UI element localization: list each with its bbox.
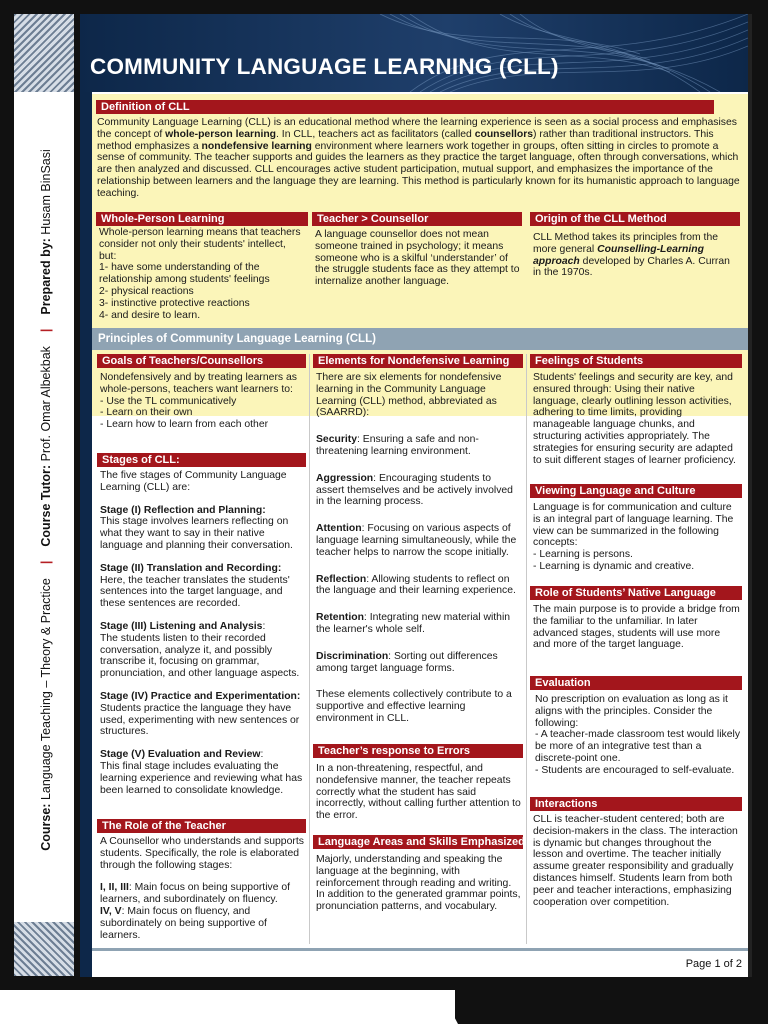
goals-heading: Goals of Teachers/Counsellors (97, 354, 306, 368)
element-term: Attention (316, 523, 362, 535)
whole-person-heading: Whole-Person Learning (96, 212, 308, 226)
separator: | (39, 328, 53, 333)
element-text: : Encouraging students to assert themselves and be actively involved in the learning process. (316, 472, 513, 508)
stage-title: Stage (IV) Practice and Experimentation: (100, 690, 301, 702)
element-term: Retention (316, 612, 364, 624)
column-divider (309, 354, 310, 944)
native-language-heading: Role of Students’ Native Language (530, 586, 742, 600)
stage-title: Stage (V) Evaluation and Review (100, 749, 261, 761)
element-term: Security (316, 434, 358, 446)
definition-text-part: Community Language Learning (CLL) is an educational method where the learning experience is seen as a social process and emphasises the concept of (97, 117, 737, 140)
course-label: Course: (39, 803, 53, 851)
whole-person-line: 1- have some understanding of the relationship among students' feelings (99, 262, 270, 286)
viewing-item: - Learning is persons. (533, 549, 633, 561)
element-term: Reflection (316, 573, 367, 585)
definition-heading: Definition of CLL (96, 100, 714, 114)
element-text: : Allowing students to reflect on the language and their learning experience. (316, 573, 516, 597)
definition-text-part: . In CLL, teachers act as facilitators (called (276, 128, 475, 140)
role-teacher-intro: A Counsellor who understands and supports students. Specifically, the role is elaborated through the following stages: (100, 836, 304, 871)
evaluation-item: - Students are encouraged to self-evaluate. (535, 764, 735, 776)
evaluation-intro: No prescription on evaluation as long as it aligns with the principles. Consider the following: (535, 694, 728, 729)
role-stage-label: IV, V (100, 905, 122, 917)
viewing-item: - Learning is dynamic and creative. (533, 560, 695, 572)
definition-bold-term: nondefensive learning (201, 140, 312, 152)
right-edge (748, 14, 752, 977)
stages-heading: Stages of CLL: (97, 453, 306, 467)
elements-outro: These elements collectively contribute to a supportive and effective learning environment in CLL. (316, 689, 512, 724)
stages-intro: The five stages of Community Language Learning (CLL) are: (100, 470, 287, 493)
feelings-heading: Feelings of Students (530, 354, 742, 368)
bottom-band (455, 990, 768, 1024)
definition-text (97, 117, 743, 200)
whole-person-line: 3- instinctive protective reactions (99, 297, 250, 309)
whole-person-line: Whole-person learning means that teachers consider not only their students' intellect, but: (99, 227, 301, 262)
column-divider (526, 354, 527, 944)
origin-text (533, 232, 740, 279)
errors-heading: Teacher’s response to Errors (313, 744, 523, 758)
stage-text: This stage involves learners reflecting on what they want to say in their native language and planning their conversation. (100, 516, 293, 551)
stage-text: Here, the teacher translates the students' sentences into the target language, and these sentences are recorded. (100, 574, 290, 610)
language-areas-text: Majorly, understanding and speaking the language at the beginning, with reinforcement through reading and writing. In addition to the generated grammar points, pronunciation patterns, and vocabulary. (316, 854, 521, 913)
element-text: : Sorting out differences among target language forms. (316, 650, 498, 674)
stage-text: The students listen to their recorded conversation, analyze it, and possibly transcribe it, focusing on grammar, pronunciation, and other language aspects. (100, 632, 300, 680)
viewing-heading: Viewing Language and Culture (530, 484, 742, 498)
evaluation-heading: Evaluation (530, 676, 742, 690)
stage-title: Stage (III) Listening and Analysis (100, 620, 263, 632)
goals-item: - Use the TL communicatively (100, 395, 237, 407)
stage-title: Stage (II) Translation and Recording: (100, 562, 282, 574)
evaluation-item: - A teacher-made classroom test would likely be more of an integrative test than a discrete-point one. (535, 729, 741, 764)
language-areas-heading: Language Areas and Skills Emphasized (313, 835, 523, 849)
corner-pattern-bottom (14, 922, 74, 976)
definition-bold-term: whole-person learning (165, 128, 277, 140)
role-stage-label: I, II, III (100, 882, 129, 894)
goals-intro: Nondefensively and by treating learners as whole-persons, teachers want learners to: (100, 372, 297, 395)
course-value: Language Teaching – Theory & Practice (39, 578, 53, 801)
sidebar-credits (39, 149, 53, 851)
definition-text-part: ) rather than traditional instructors. This method emphasizes a (97, 128, 714, 152)
viewing-intro: Language is for communication and culture is an integral part of language learning. The view can be summarized in the following concepts: (533, 502, 734, 549)
role-teacher-text (100, 836, 305, 941)
whole-person-line: 4- and desire to learn. (99, 309, 201, 321)
page-title: COMMUNITY LANGUAGE LEARNING (CLL) (90, 54, 559, 79)
origin-text-part: CLL Method takes its principles from the more general (533, 232, 718, 255)
teacher-counsellor-text: A language counsellor does not mean someone trained in psychology; it means someone who is a skilful ‘understander’ of the struggle students face as they attempt to internalize another language. (315, 229, 520, 288)
definition-text-part: environment where learners work together in groups, often sitting in circles to promote a sense of community. The teacher supports and guides the learners as they practice the target language, often through conversations, which are then analyzed and discussed. CLL encourages active student participation, mutual support, and emphasizes the importance of the relationship between learners and the language they are learning. This method is particularly known for its humanistic approach to language teaching. (97, 140, 740, 199)
whole-person-text (99, 227, 305, 321)
stage-text: This final stage includes evaluating the learning experience and reviewing what has been learned to consolidate knowledge. (100, 760, 303, 796)
teacher-counsellor-heading: Teacher > Counsellor (312, 212, 522, 226)
elements-text (316, 372, 522, 725)
evaluation-text (535, 694, 740, 777)
viewing-text (533, 502, 740, 573)
stage-title: Stage (I) Reflection and Planning: (100, 504, 266, 516)
role-teacher-heading: The Role of the Teacher (97, 819, 306, 833)
tutor-label: Course Tutor: (39, 464, 53, 547)
whole-person-line: 2- physical reactions (99, 285, 194, 297)
page-number: Page 1 of 2 (685, 958, 742, 970)
origin-text-part: developed by Charles A. Curran in the 1970s. (533, 255, 730, 279)
tutor-value: Prof. Omar Albekbak (39, 346, 53, 462)
corner-pattern-top (14, 14, 74, 92)
prepared-value: Husam BinSasi (39, 149, 53, 235)
footer-rule (92, 948, 748, 951)
element-term: Aggression (316, 472, 374, 484)
origin-approach-term: Counselling-Learning approach (533, 243, 704, 267)
banner-swirl-graphic (80, 14, 748, 92)
left-accent-bar (80, 92, 92, 977)
principles-heading: Principles of Community Language Learning (CLL) (92, 328, 748, 350)
goals-item: - Learn on their own (100, 407, 193, 419)
stage-text: Students practice the language they have used, experimenting with new sentences or structures. (100, 702, 300, 738)
content-panel (92, 92, 748, 977)
title-banner (80, 14, 748, 92)
interactions-heading: Interactions (530, 797, 742, 811)
goals-text (100, 372, 305, 431)
native-language-text: The main purpose is to provide a bridge from the familiar to the unfamiliar. In later advanced stages, students will use more and more of the target language. (533, 604, 740, 651)
bottom-cut (440, 990, 458, 1024)
role-stage-text: : Main focus on being supportive of learners, and subordinately on fluency. (100, 882, 291, 906)
prepared-label: Prepared by: (39, 238, 53, 315)
interactions-text: CLL is teacher-student centered; both are decision-makers in the class. The interaction is dynamic but changes throughout the lesson and overtime. The teacher initially assume greater responsibility and gradually distances himself. Students learn from both peer and teacher interactions, emphasizing cooperation over competition. (533, 814, 738, 908)
element-text: : Focusing on various aspects of language learning simultaneously, while the teacher helps to narrow the scope initially. (316, 523, 517, 558)
goals-item: - Learn how to learn from each other (100, 419, 269, 431)
origin-heading: Origin of the CLL Method (530, 212, 740, 226)
elements-intro: There are six elements for nondefensive learning in the Community Language Learning (CLL) method, abbreviated as (SAARRD): (316, 372, 502, 419)
errors-text: In a non-threatening, respectful, and nondefensive manner, the teacher repeats correctly what the student has said incorrectly, without calling further attention to the error. (316, 763, 521, 822)
definition-bold-term: counsellors (474, 128, 534, 140)
element-text: : Integrating new material within the learner's whole self. (316, 612, 511, 635)
element-term: Discrimination (316, 650, 389, 662)
feelings-text: Students' feelings and security are key, and ensured through: Using their native language, clearly outlining lesson activities, adhering to time limits, providing manageable language chunks, and structuring activities appropriately. The strategies for ensuring security are adapted to suit different stages of learner proficiency. (533, 372, 736, 466)
elements-heading: Elements for Nondefensive Learning (313, 354, 523, 368)
stages-text: The five stages of Community Language Learning (CLL) are: Stage (I) Reflection and Planning: This stage involves learners reflecting on what they want to say in their native language and planning their conversation. Stage (II) Translation and Recording: Here, the teacher translates the students' sentences into the target language, and these sentences are recorded. Stage (III) Listening and Analysis: The students listen to their recorded conversation, analyze it, and possibly transcribe it, focusing on grammar, pronunciation, and other language aspects. Stage (IV) Practice and Experimentation: Students practice the language they have used, experimenting with new sentences or structures. Stage (V) Evaluation and Review: This final stage includes evaluating the learning experience and reviewing what has been learned to consolidate knowledge. (100, 470, 307, 796)
role-stage-text: : Main focus on fluency, and subordinately on being supportive of learners. (100, 905, 267, 941)
element-text: : Ensuring a safe and non-threatening learning environment. (316, 434, 479, 457)
separator: | (39, 560, 53, 565)
